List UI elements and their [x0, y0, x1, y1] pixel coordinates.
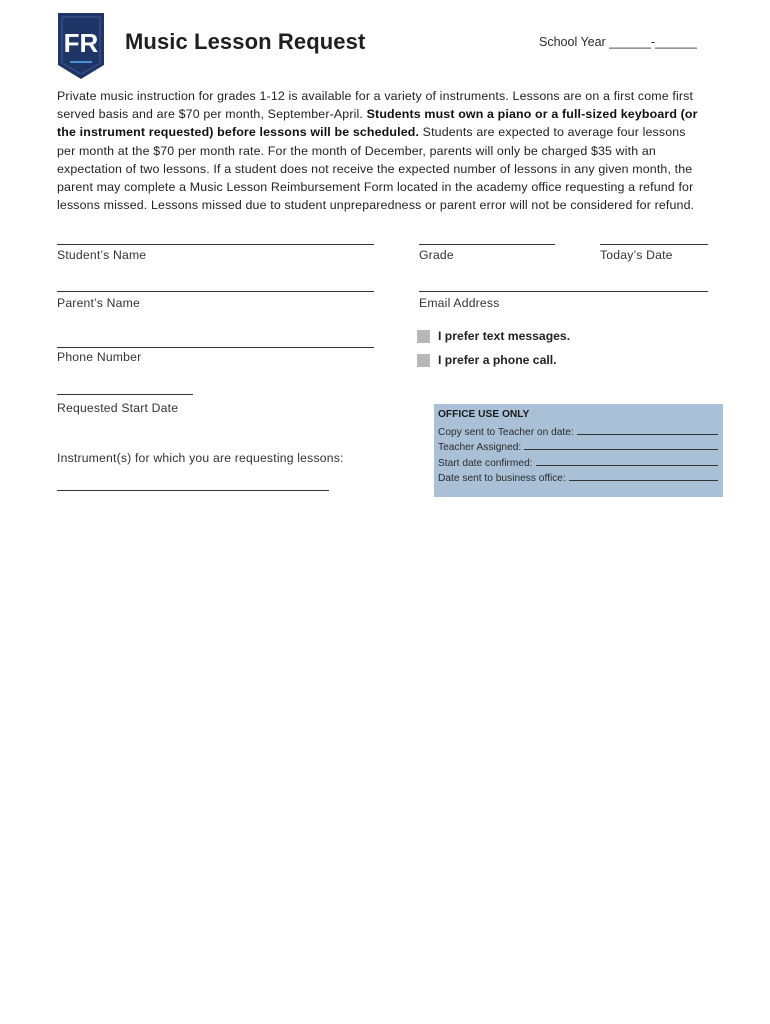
intro-bold-requirement: Students must own a piano or a full-sized keyboard (or the instrument requested) before lessons will be scheduled. [57, 107, 698, 140]
teacher-assigned-label: Teacher Assigned: [438, 442, 522, 453]
logo-letters: FR [63, 28, 99, 58]
parent-name-label: Parent’s Name [57, 296, 140, 310]
business-office-line[interactable] [569, 480, 718, 481]
prefer-call-label: I prefer a phone call. [438, 353, 557, 367]
business-office-label: Date sent to business office: [438, 473, 566, 484]
grade-label: Grade [419, 248, 454, 262]
office-row-business-office [438, 469, 718, 485]
phone-label: Phone Number [57, 350, 142, 364]
student-name-label: Student’s Name [57, 248, 147, 262]
student-name-line[interactable] [57, 244, 374, 245]
grade-line[interactable] [419, 244, 555, 245]
office-row-teacher [438, 438, 718, 454]
instruments-line[interactable] [57, 490, 329, 491]
prefer-text-checkbox[interactable] [417, 330, 430, 343]
copy-sent-label: Copy sent to Teacher on date: [438, 426, 574, 438]
start-confirmed-label: Start date confirmed: [438, 457, 533, 469]
instruments-label: Instrument(s) for which you are requesting lessons: [57, 451, 344, 465]
prefer-call-checkbox[interactable] [417, 354, 430, 367]
teacher-assigned-line[interactable] [524, 449, 718, 450]
start-confirmed-line[interactable] [536, 465, 718, 466]
school-year-field[interactable]: School Year ______-______ [539, 35, 697, 49]
prefer-text-option[interactable] [417, 329, 570, 343]
intro-paragraph [57, 87, 707, 214]
office-use-box [434, 404, 723, 497]
start-date-line[interactable] [57, 394, 193, 395]
shield-logo-icon [56, 11, 106, 81]
todays-date-line[interactable] [600, 244, 708, 245]
office-row-copy-sent [438, 422, 718, 438]
copy-sent-line[interactable] [577, 434, 718, 435]
email-line[interactable] [419, 291, 708, 292]
phone-line[interactable] [57, 347, 374, 348]
office-use-heading: OFFICE USE ONLY [438, 409, 530, 420]
intro-text-start: Private music instruction for grades 1-12 is available for a variety of instruments. Lessons are on a first come first served basis and are $70 per month, September-April. [57, 89, 694, 122]
start-date-label: Requested Start Date [57, 401, 179, 415]
prefer-call-option[interactable] [417, 353, 557, 367]
page-title: Music Lesson Request [125, 29, 366, 54]
prefer-text-label: I prefer text messages. [438, 329, 571, 343]
office-row-start-confirmed [438, 453, 718, 469]
todays-date-label: Today’s Date [600, 248, 673, 262]
parent-name-line[interactable] [57, 291, 374, 292]
intro-text-end: Students are expected to average four lessons per month at the $70 per month rate. For the month of December, parents will only be charged $35 with an expectation of two lessons. If a student does not receive the expected number of lessons in any given month, the parent may complete a Music Lesson Reimbursement Form located in the academy office requesting a refund for lessons missed. Lessons missed due to student unpreparedness or parent error will not be considered for refund. [57, 125, 695, 213]
school-logo [56, 11, 106, 81]
email-label: Email Address [419, 296, 500, 310]
